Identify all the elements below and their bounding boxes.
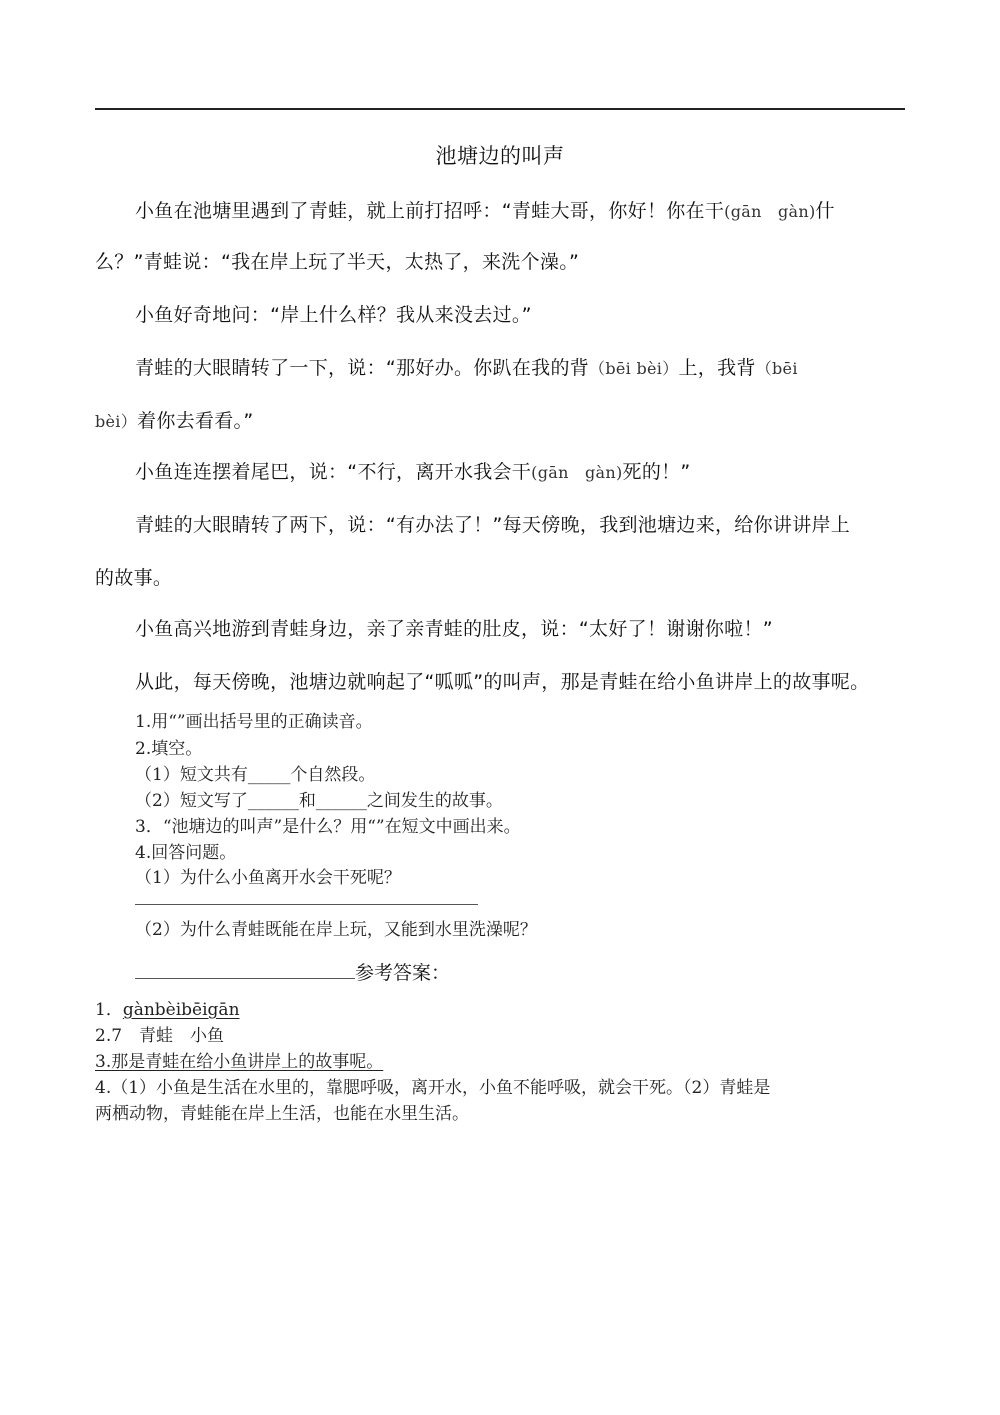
paragraph-6: 小鱼高兴地游到青蛙身边，亲了亲青蛙的肚皮，说：“太好了！谢谢你啦！” [135, 618, 773, 640]
underlined-text: gànbèibēigān [122, 1000, 240, 1020]
paragraph-1-line-2: 么？”青蛙说：“我在岸上玩了半天，太热了，来洗个澡。” [95, 251, 580, 273]
paragraph-7: 从此，每天傍晚，池塘边就响起了“呱呱”的叫声，那是青蛙在给小鱼讲岸上的故事呢。 [135, 671, 870, 693]
question-2: 2.填空。 [135, 739, 203, 759]
text: 1． [95, 1000, 123, 1020]
question-4-2: （2）为什么青蛙既能在岸上玩，又能到水里洗澡呢？ [135, 920, 537, 940]
pinyin-choice: (gān gàn) [724, 202, 816, 221]
answer-4-line-2: 两栖动物，青蛙能在岸上生活，也能在水里生活。 [95, 1104, 469, 1124]
text: 死的！” [622, 461, 691, 483]
pinyin-choice: （bēi [755, 359, 798, 378]
header-rule [95, 108, 905, 110]
answer-4-line-1: 4.（1）小鱼是生活在水里的，靠腮呼吸，离开水，小鱼不能呼吸，就会干死。（2）青蛙是 [95, 1078, 771, 1098]
heading-text: 参考答案： [355, 962, 451, 984]
answer-heading [135, 958, 450, 985]
question-4-1: （1）为什么小鱼离开水会干死呢？ [135, 868, 401, 888]
answer-line [135, 904, 478, 905]
question-2-2: （2）短文写了______和______之间发生的故事。 [135, 791, 503, 811]
heading-underline [135, 960, 355, 979]
text: 上，我背 [678, 357, 756, 379]
paragraph-5-line-2: 的故事。 [95, 567, 173, 589]
pinyin-choice: bèi） [95, 412, 138, 431]
paragraph-1-line-1 [135, 196, 835, 223]
question-2-1: （1）短文共有_____个自然段。 [135, 765, 376, 785]
paragraph-3-line-1 [135, 353, 798, 380]
text: 青蛙的大眼睛转了一下，说：“那好办。你趴在我的背 [135, 357, 590, 379]
pinyin-choice: （bēi bèi） [589, 359, 679, 378]
paragraph-3-line-2 [95, 406, 253, 433]
paragraph-2: 小鱼好奇地问：“岸上什么样？我从来没去过。” [135, 304, 532, 326]
paragraph-5-line-1: 青蛙的大眼睛转了两下，说：“有办法了！”每天傍晚，我到池塘边来，给你讲讲岸上 [135, 514, 851, 536]
text: 什 [815, 200, 835, 222]
answer-3: 3.那是青蛙在给小鱼讲岸上的故事呢。 [95, 1052, 384, 1072]
answer-1 [95, 995, 240, 1020]
pinyin-choice: (gān gàn) [531, 463, 623, 482]
paragraph-4 [135, 457, 691, 484]
question-4: 4.回答问题。 [135, 843, 237, 863]
passage-title: 池塘边的叫声 [435, 144, 565, 168]
text: 小鱼连连摆着尾巴，说：“不行，离开水我会干 [135, 461, 532, 483]
answer-2: 2.7 青蛙 小鱼 [95, 1026, 225, 1046]
text: 着你去看看。” [137, 410, 254, 432]
question-3: 3．“池塘边的叫声”是什么？用“”在短文中画出来。 [135, 817, 521, 837]
text: 小鱼在池塘里遇到了青蛙，就上前打招呼：“青蛙大哥，你好！你在干 [135, 200, 725, 222]
question-1: 1.用“”画出括号里的正确读音。 [135, 712, 373, 732]
